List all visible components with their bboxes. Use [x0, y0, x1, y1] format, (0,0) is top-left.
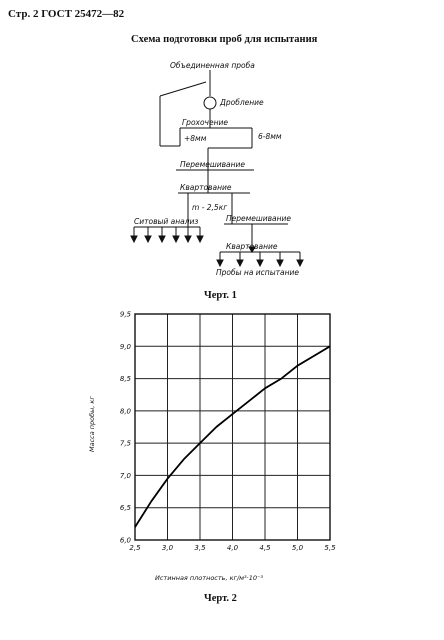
- y-tick-label: 8,0: [119, 407, 131, 416]
- arrow-icon: [185, 236, 191, 242]
- crusher-symbol: [204, 97, 216, 109]
- arrow-icon: [237, 260, 243, 266]
- x-axis-label: Истинная плотность, кг/м³·10⁻³: [155, 574, 264, 582]
- arrow-icon: [217, 260, 223, 266]
- label-quartering-2: Квартование: [226, 242, 278, 251]
- return-line: [160, 82, 206, 96]
- arrow-icon: [197, 236, 203, 242]
- label-samples-for-test: Пробы на испытание: [216, 268, 299, 277]
- caption-fig-1: Черт. 1: [204, 290, 237, 301]
- x-tick-label: 4,5: [259, 544, 271, 552]
- label-screening: Грохочение: [182, 118, 228, 127]
- scheme-title: Схема подготовки проб для испытания: [131, 34, 318, 45]
- mass-density-chart: [0, 300, 444, 590]
- y-tick-label: 9,0: [119, 342, 131, 351]
- label-size-coarse: +8мм: [184, 134, 207, 143]
- y-axis-label: Масса пробы, кг: [88, 396, 96, 452]
- label-mass: m - 2,5кг: [192, 203, 228, 212]
- arrow-icon: [159, 236, 165, 242]
- y-tick-label: 6,0: [119, 536, 131, 545]
- arrow-icon: [173, 236, 179, 242]
- x-tick-label: 3,0: [161, 544, 174, 552]
- page-header: Стр. 2 ГОСТ 25472—82: [8, 8, 125, 20]
- y-tick-label: 7,0: [119, 471, 131, 480]
- x-tick-label: 5,5: [324, 544, 336, 552]
- caption-fig-2: Черт. 2: [204, 593, 237, 604]
- x-tick-label: 5,0: [291, 544, 304, 552]
- label-combined-sample: Объединенная проба: [170, 61, 255, 70]
- y-tick-label: 9,5: [119, 310, 131, 319]
- label-mixing-2: Перемешивание: [226, 214, 292, 223]
- y-tick-label: 6,5: [119, 504, 131, 513]
- arrow-icon: [257, 260, 263, 266]
- y-tick-label: 8,5: [119, 375, 131, 384]
- x-tick-label: 2,5: [129, 544, 141, 552]
- label-sieve-analysis: Ситовый анализ: [134, 217, 199, 226]
- arrow-icon: [297, 260, 303, 266]
- arrow-icon: [277, 260, 283, 266]
- label-quartering-1: Квартование: [180, 183, 232, 192]
- arrow-icon: [131, 236, 137, 242]
- label-crushing: Дробление: [220, 98, 264, 107]
- flow-scheme: [0, 0, 444, 290]
- x-tick-label: 3,5: [194, 544, 206, 552]
- label-mixing-1: Перемешивание: [180, 160, 246, 169]
- arrow-icon: [145, 236, 151, 242]
- x-tick-label: 4,0: [226, 544, 239, 552]
- label-size-fine: 6-8мм: [258, 132, 282, 141]
- y-tick-label: 7,5: [119, 439, 131, 448]
